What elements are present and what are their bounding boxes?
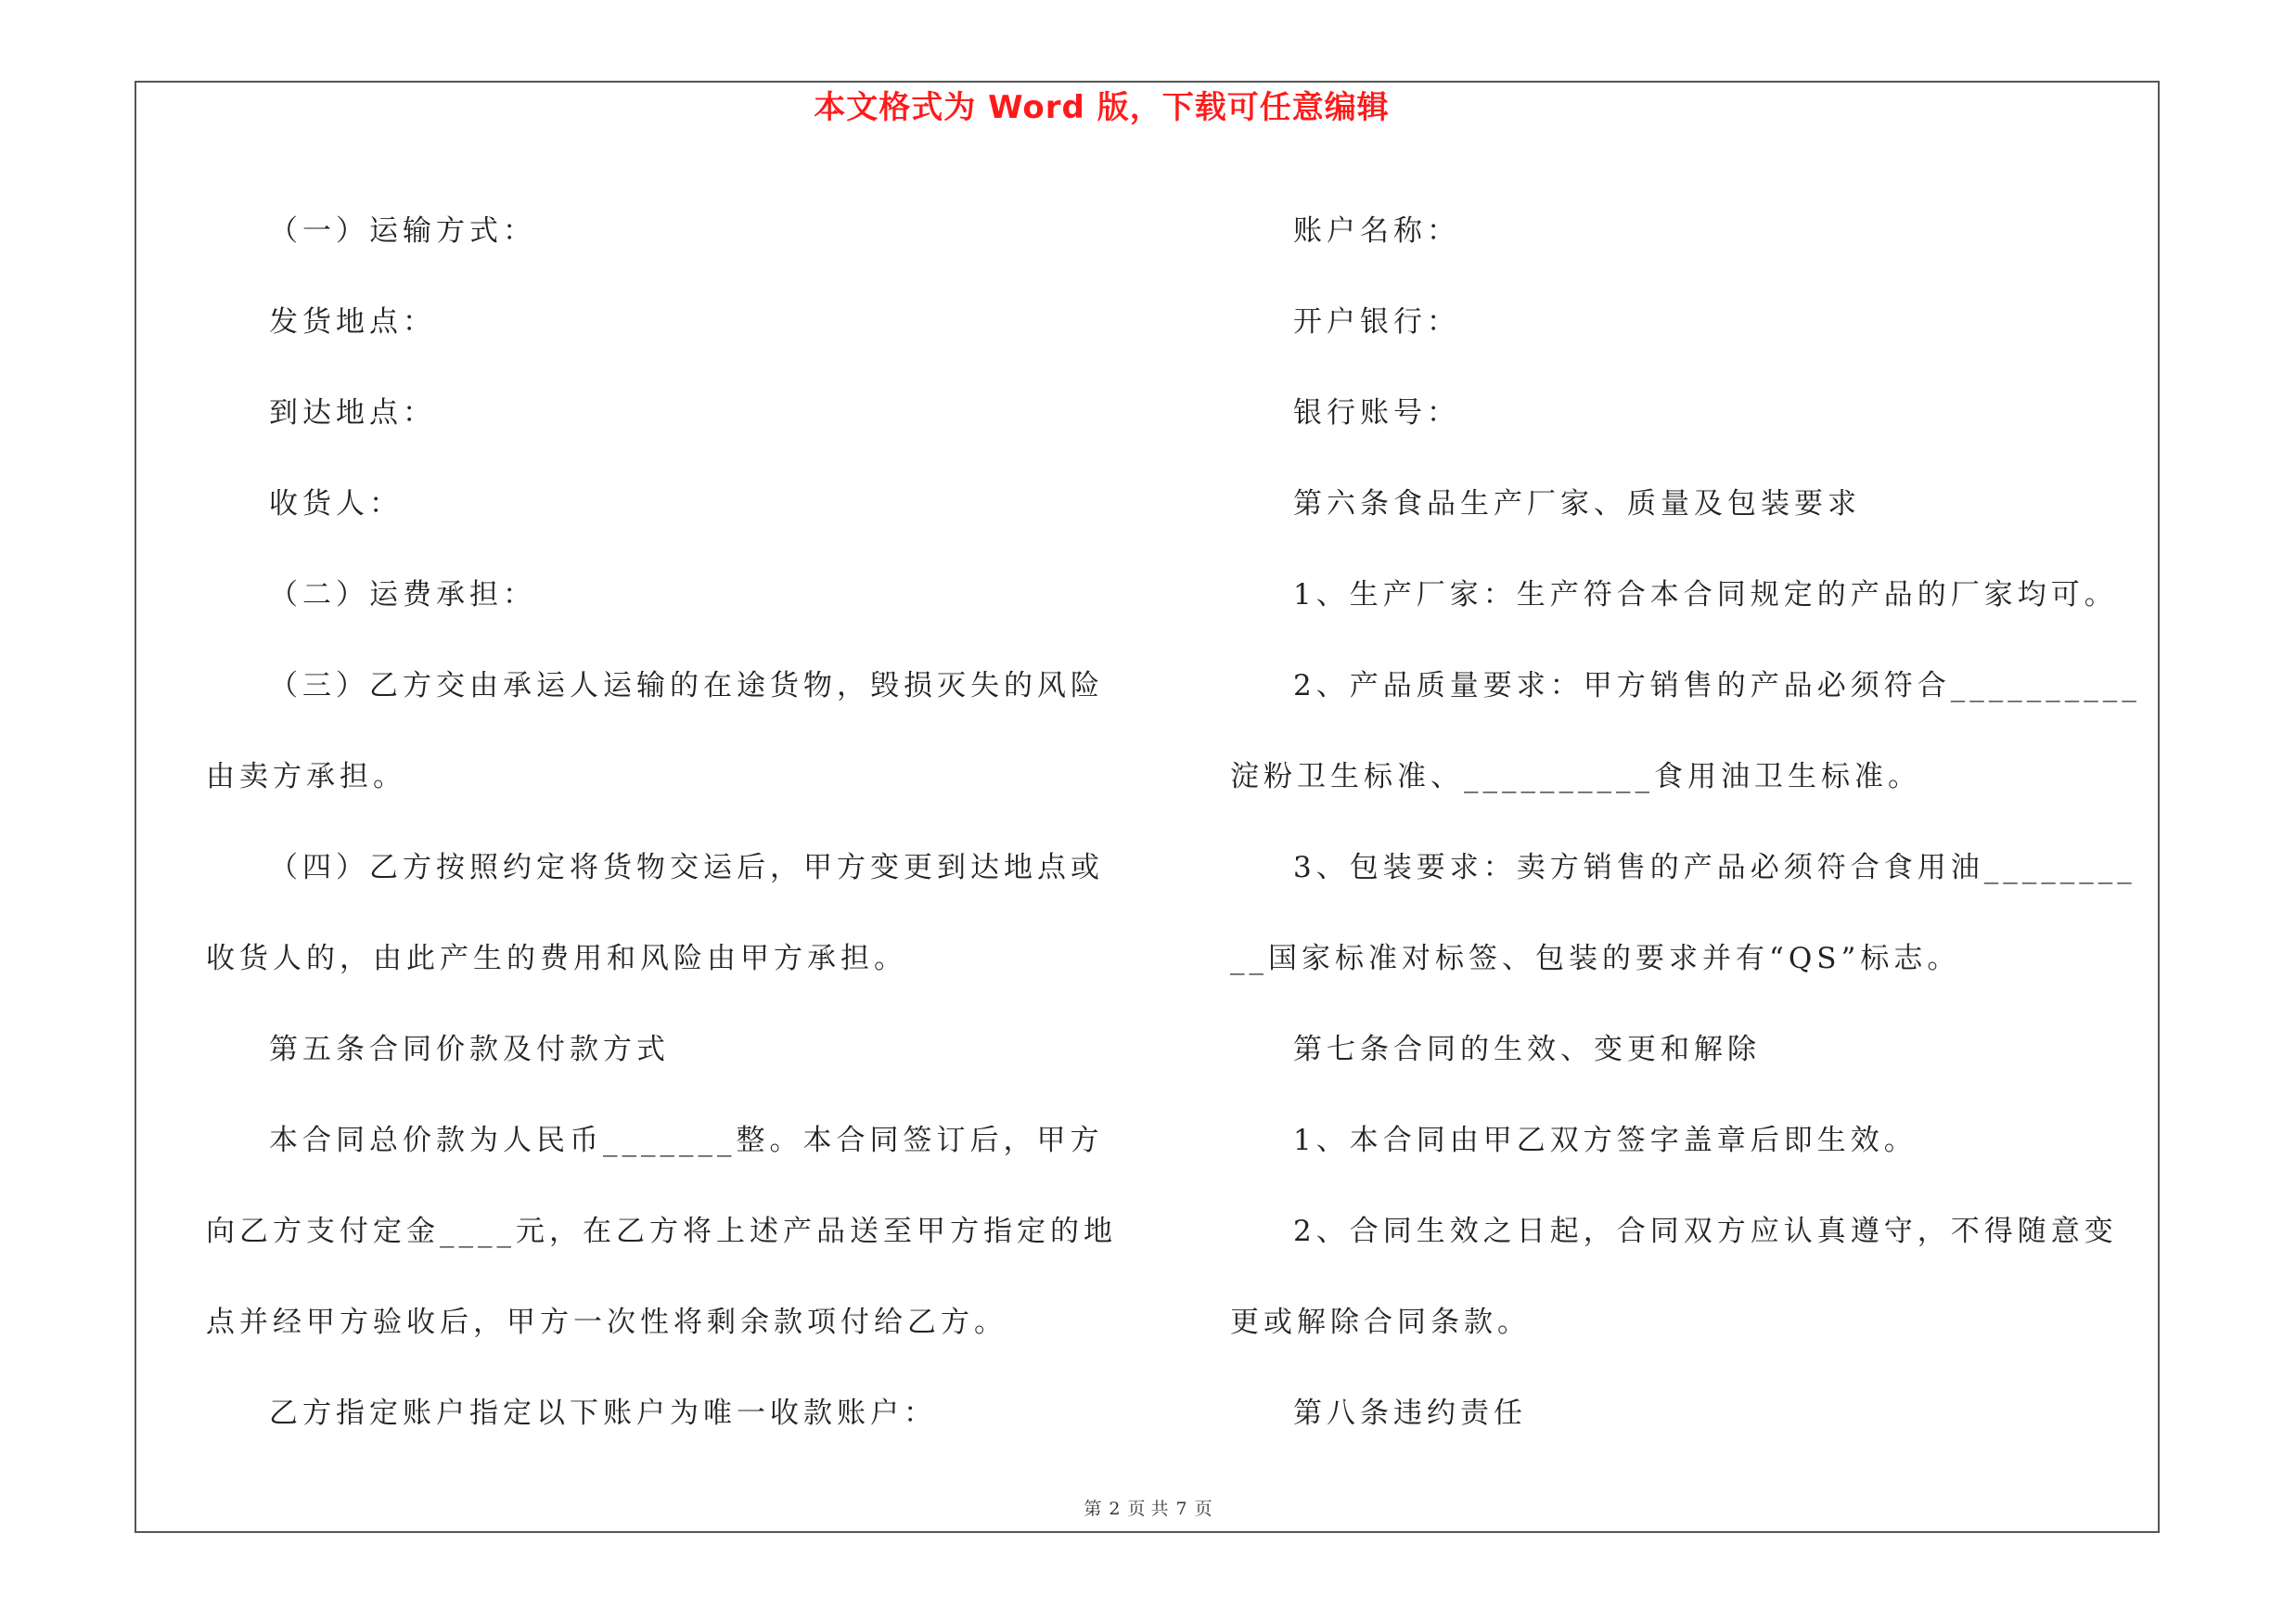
paragraph: 发货地点： — [269, 305, 436, 339]
paragraph: 1、生产厂家：生产符合本合同规定的产品的厂家均可。 — [1293, 578, 2118, 612]
section-heading: 第五条合同价款及付款方式 — [269, 1033, 670, 1066]
paragraph: 银行账号： — [1293, 396, 1460, 430]
paragraph: 到达地点： — [269, 396, 436, 430]
paragraph: 开户银行： — [1293, 305, 1460, 339]
section-heading: 第六条食品生产厂家、质量及包装要求 — [1293, 487, 1861, 521]
paragraph: 2、产品质量要求：甲方销售的产品必须符合__________淀粉卫生标准、__________食用油卫生标准。 — [1230, 669, 2141, 793]
current-page-number: 2 — [1109, 1499, 1121, 1519]
right-column — [1230, 186, 2148, 1459]
paragraph: （一）运输方式： — [269, 214, 536, 248]
left-column — [206, 186, 1124, 1459]
paragraph: 1、本合同由甲乙双方签字盖章后即生效。 — [1293, 1124, 1918, 1157]
total-pages-number: 7 — [1175, 1499, 1187, 1519]
paragraph: 收货人： — [269, 487, 403, 521]
paragraph: （四）乙方按照约定将货物交运后，甲方变更到达地点或收货人的，由此产生的费用和风险由甲方承担。 — [206, 851, 1104, 975]
section-heading: 第八条违约责任 — [1293, 1397, 1527, 1430]
paragraph: （二）运费承担： — [269, 578, 536, 612]
paragraph: 账户名称： — [1293, 214, 1460, 248]
paragraph: （三）乙方交由承运人运输的在途货物，毁损灭失的风险由卖方承担。 — [206, 669, 1104, 793]
footer-prefix: 第 — [1084, 1499, 1102, 1519]
footer-middle: 页 共 — [1127, 1499, 1169, 1519]
footer-suffix: 页 — [1194, 1499, 1212, 1519]
section-heading: 第七条合同的生效、变更和解除 — [1293, 1033, 1761, 1066]
format-banner: 本文格式为 Word 版，下载可任意编辑 — [814, 89, 1390, 126]
paragraph: 3、包装要求：卖方销售的产品必须符合食用油__________国家标准对标签、包装的要求并有“QS”标志。 — [1230, 851, 2136, 975]
page-footer — [0, 1496, 2296, 1522]
paragraph: 2、合同生效之日起，合同双方应认真遵守，不得随意变更或解除合同条款。 — [1230, 1215, 2118, 1339]
paragraph: 乙方指定账户指定以下账户为唯一收款账户： — [269, 1397, 937, 1430]
paragraph: 本合同总价款为人民币_______整。本合同签订后，甲方向乙方支付定金____元，在乙方将上述产品送至甲方指定的地点并经甲方验收后，甲方一次性将剩余款项付给乙方。 — [206, 1124, 1117, 1339]
